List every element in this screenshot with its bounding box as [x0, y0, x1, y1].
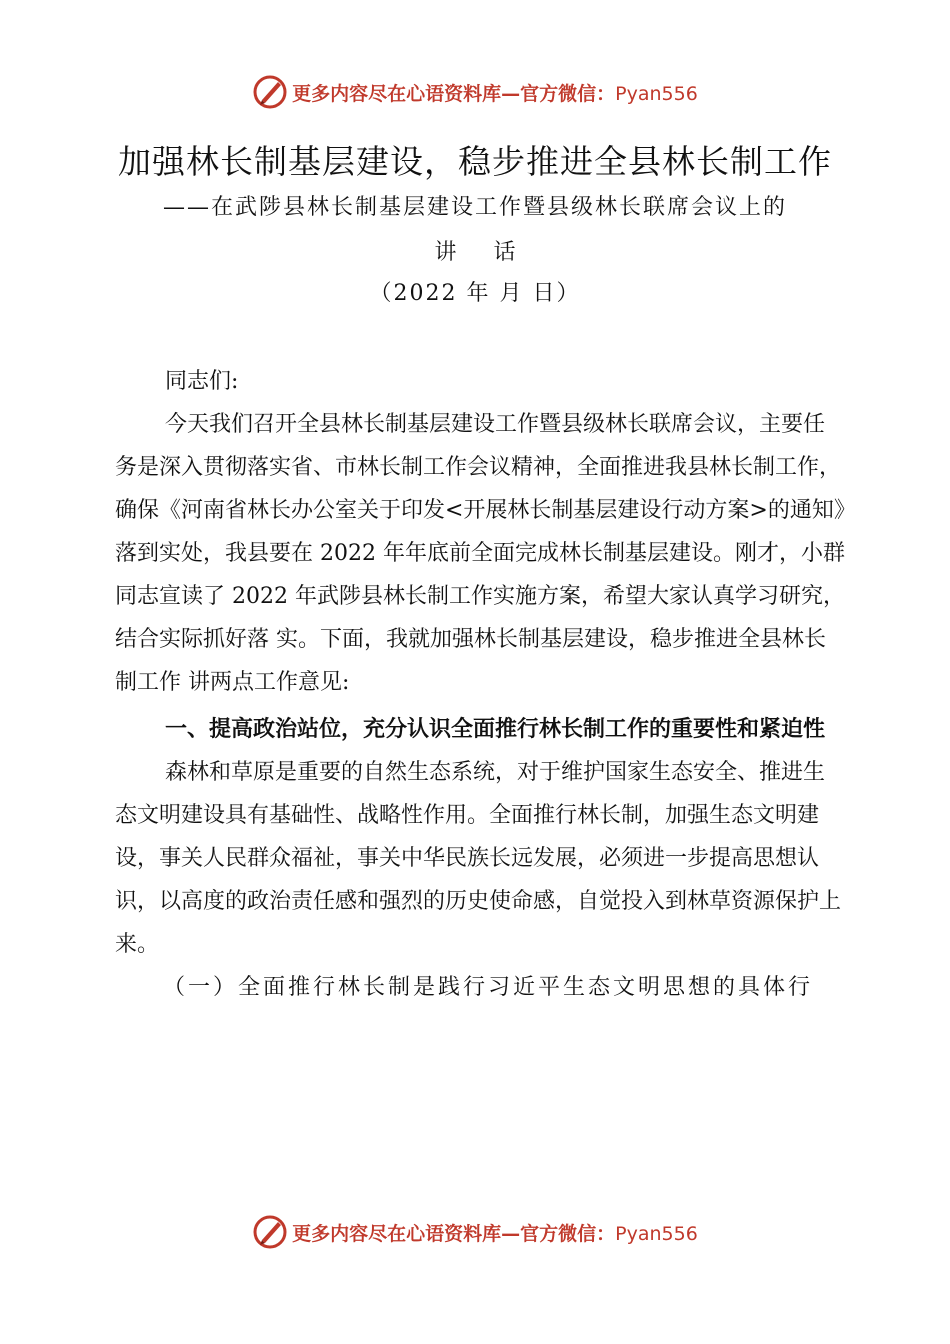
- watermark-bottom: [0, 1212, 950, 1252]
- section-1-paragraph: 森林和草原是重要的自然生态系统，对于维护国家生态安全、推进生态文明建设具有基础性、战略性作用。全面推行林长制，加强生态文明建设，事关人民群众福祉，事关中华民族长远发展，必须进一步提高思想认识，以高度的政治责任感和强烈的历史使命感，自觉投入到林草资源保护上来。: [115, 760, 842, 957]
- intro-paragraph: 今天我们召开全县林长制基层建设工作暨县级林长联席会议，主要任务是深入贯彻落实省、市林长制工作会议精神，全面推进我县林长制工作，确保《河南省林长办公室关于印发<开展林长制基层建设行动方案>的通知》落到实处，我县要在 2022 年年底前全面完成林长制基层建设。刚才，小群同志宣读了 2022 年武陟县林长制工作实施方案，希望大家认真学习研究，结合实际抓好落 实。下面，我就加强林长制基层建设，稳步推进全县林长制工作 讲两点工作意见:: [115, 412, 845, 695]
- watermark-text: 更多内容尽在心语资料库—官方微信：Pyan556: [292, 82, 698, 105]
- section-1-heading: 一、提高政治站位，充分认识全面推行林长制工作的重要性和紧迫性: [165, 717, 826, 742]
- greeting: 同志们:: [165, 369, 239, 394]
- pen-logo-icon: [252, 74, 288, 110]
- document-subtitle: ——在武陟县林长制基层建设工作暨县级林长联席会议上的: [162, 195, 787, 220]
- watermark-top: [0, 72, 950, 112]
- speech-label: 讲 话: [434, 240, 516, 265]
- watermark-text: 更多内容尽在心语资料库—官方微信：Pyan556: [292, 1222, 698, 1245]
- document-body: [115, 360, 845, 1009]
- document-date: （2022 年 月 日）: [369, 281, 581, 306]
- document-title: 加强林长制基层建设，稳步推进全县林长制工作: [118, 142, 832, 181]
- pen-logo-icon: [252, 1214, 288, 1250]
- subsection-1-heading: （一）全面推行林长制是践行习近平生态文明思想的具体行: [163, 975, 814, 1000]
